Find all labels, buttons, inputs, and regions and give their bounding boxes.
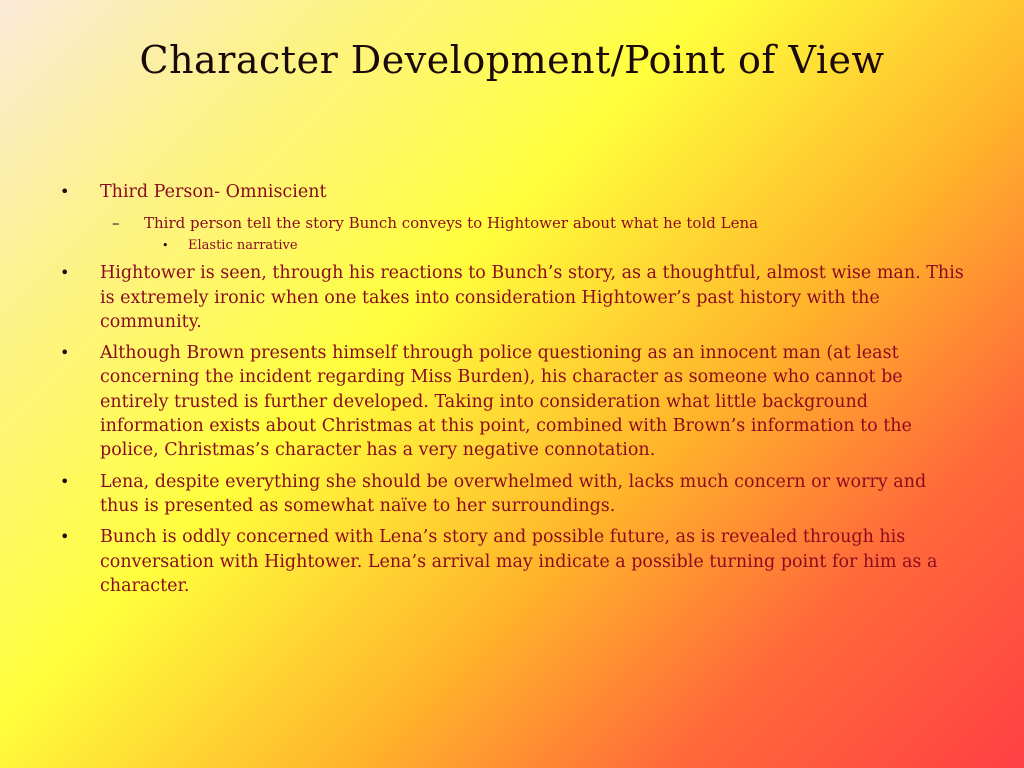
- bullet-text: Hightower is seen, through his reactions to Bunch’s story, as a thoughtful, almost wise man. This is extremely ironic when one takes into consideration Hightower’s past history with the community.: [100, 263, 964, 332]
- bullet-text: Although Brown presents himself through police questioning as an innocent man (at least concerning the incident regarding Miss Burden), his character as someone who cannot be entirely trusted is further developed. Taking into consideration what little background information exists about Christmas at this point, combined with Brown’s information to the police, Christmas’s character has a very negative connotation.: [100, 343, 912, 461]
- bullet-item: [60, 180, 970, 204]
- sub-sub-bullet-text: Elastic narrative: [188, 238, 298, 254]
- bullet-icon: •: [60, 527, 70, 547]
- dash-icon: –: [112, 214, 120, 233]
- sub-bullet-text: Third person tell the story Bunch conveys to Hightower about what he told Lena: [144, 214, 759, 233]
- slide-content: [60, 180, 970, 605]
- bullet-item: [60, 525, 970, 598]
- bullet-text: Bunch is oddly concerned with Lena’s story and possible future, as is revealed through his conversation with Hightower. Lena’s arrival may indicate a possible turning point for him as a character.: [100, 527, 938, 596]
- bullet-icon: •: [60, 471, 70, 491]
- bullet-item: [60, 261, 970, 334]
- bullet-icon: •: [60, 182, 70, 201]
- bullet-item: [60, 470, 970, 519]
- bullet-icon: •: [162, 239, 169, 253]
- bullet-item: [60, 341, 970, 462]
- bullet-text: Third Person- Omniscient: [100, 182, 327, 202]
- sub-bullet-item: [60, 211, 970, 235]
- slide-title: Character Development/Point of View: [139, 38, 885, 82]
- bullet-icon: •: [60, 343, 70, 363]
- bullet-icon: •: [60, 263, 70, 283]
- bullet-text: Lena, despite everything she should be overwhelmed with, lacks much concern or worry and thus is presented as somewhat naïve to her surroundings.: [100, 471, 927, 516]
- sub-sub-bullet-item: [60, 235, 970, 257]
